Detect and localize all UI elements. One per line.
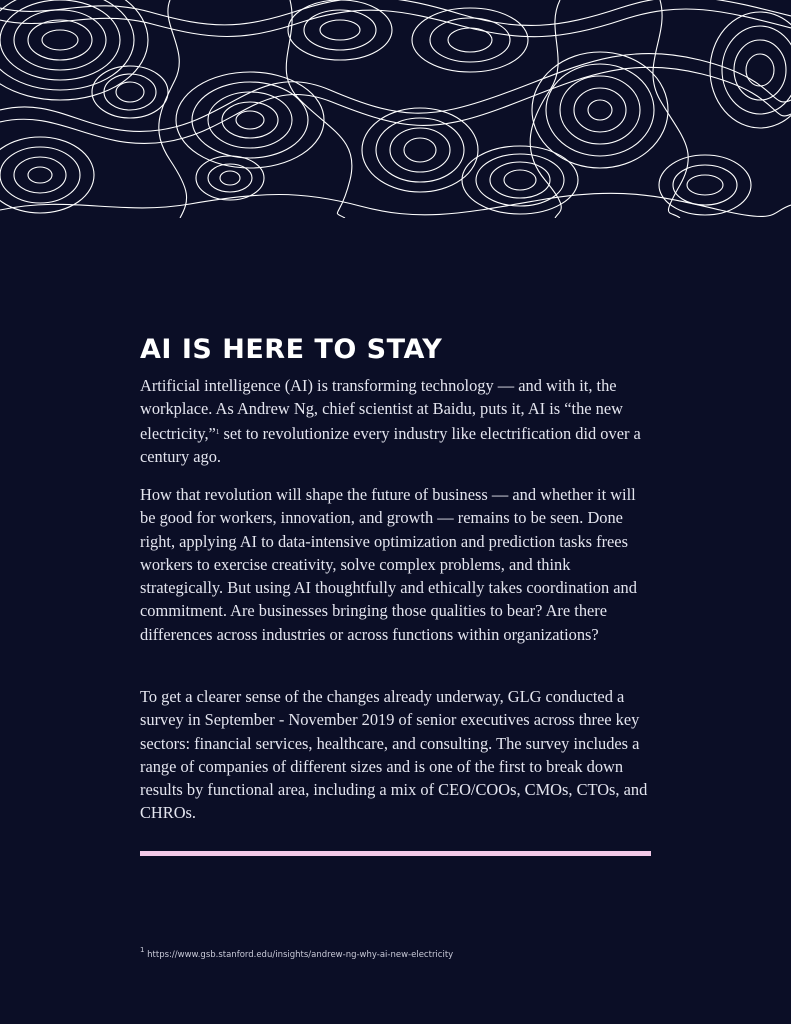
footnote (140, 945, 453, 961)
footnote-number: 1 (140, 946, 145, 954)
section-divider (140, 851, 651, 856)
intro-text-continued: set to revolutionize every industry like electrification did over a century ago. (140, 423, 641, 466)
intro-paragraph (140, 374, 652, 468)
footnote-reference: 1 (215, 427, 220, 436)
topographic-banner (0, 0, 791, 218)
section-heading: AI IS HERE TO STAY (140, 334, 443, 365)
article-section (140, 334, 652, 823)
topographic-contour-icon (0, 0, 791, 218)
third-paragraph: To get a clearer sense of the changes already underway, GLG conducted a survey in September - November 2019 of senior executives across three key sectors: financial services, healthcare, and consulting. The survey includes a range of companies of different sizes and is one of the first to break down results by functional area, including a mix of CEO/COOs, CMOs, CTOs, and CHROs. (140, 687, 648, 823)
intro-text: Artificial intelligence (AI) is transforming technology — and with it, the workplace. As Andrew Ng, chief scientist at Baidu, puts it, AI is “the new electricity,” (140, 376, 623, 443)
second-paragraph: How that revolution will shape the future of business — and whether it will be good for workers, innovation, and growth — remains to be seen. Done right, applying AI to data-intensive optimization and prediction tasks frees workers to exercise creativity, solve complex problems, and think strategically. But using AI thoughtfully and ethically takes coordination and commitment. Are businesses bringing those qualities to bear? Are there differences across industries or across functions within organizations? (140, 485, 637, 644)
footnote-url: https://www.gsb.stanford.edu/insights/andrew-ng-why-ai-new-electricity (147, 950, 454, 960)
